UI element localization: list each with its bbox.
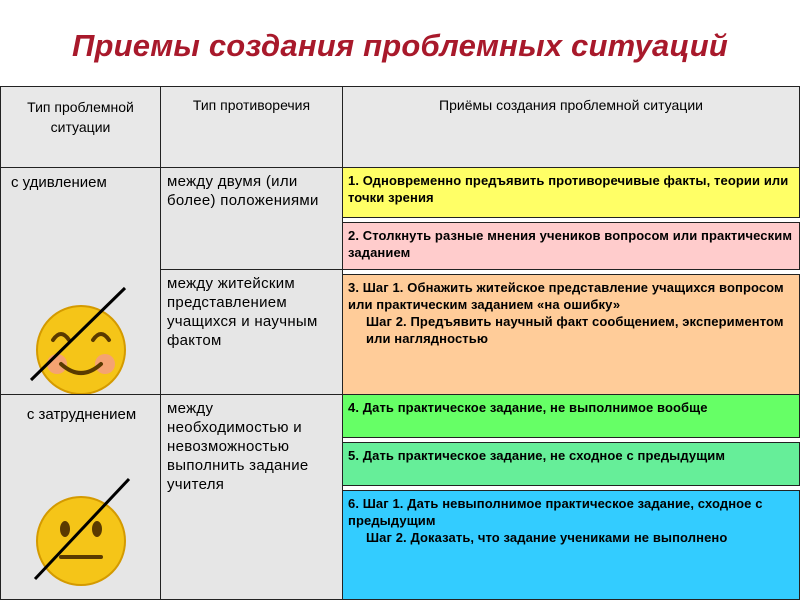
technique-6: 6. Шаг 1. Дать невыполнимое практическое задание, сходное с предыдущим Шаг 2. Доказать, что задание учениками не выполнено [342, 490, 800, 600]
header-techniques: Приёмы создания проблемной ситуации [342, 86, 800, 168]
contradiction-necessity-vs-impossibility: между необходимостью и невозможностью выполнить задание учителя [160, 394, 343, 600]
technique-1: 1. Одновременно предъявить противоречивые факты, теории или точки зрения [342, 167, 800, 218]
problem-situations-table [0, 86, 800, 600]
situation-label: с удивлением [11, 174, 107, 191]
technique-4: 4. Дать практическое задание, не выполнимое вообще [342, 394, 800, 438]
technique-5: 5. Дать практическое задание, не сходное с предыдущим [342, 442, 800, 486]
header-contradiction-type: Тип противоречия [160, 86, 343, 168]
technique-2: 2. Столкнуть разные мнения учеников вопросом или практическим заданием [342, 222, 800, 270]
neutral-face-icon [1, 395, 161, 600]
contradiction-everyday-vs-science: между житейским представлением учащихся и научным фактом [160, 269, 343, 395]
situation-difficulty [0, 394, 161, 600]
page-title: Приемы создания проблемных ситуаций [72, 28, 728, 63]
situation-label: с затруднением [26, 406, 137, 423]
contradiction-two-positions: между двумя (или более) положениями [160, 167, 343, 270]
smiling-face-icon [1, 168, 161, 395]
header-situation-type: Тип проблемной ситуации [0, 86, 161, 168]
technique-3: 3. Шаг 1. Обнажить житейское представление учащихся вопросом или практическим заданием «на ошибку» Шаг 2. Предъявить научный факт сообщением, экспериментом или наглядностью [342, 274, 800, 395]
situation-surprise [0, 167, 161, 395]
